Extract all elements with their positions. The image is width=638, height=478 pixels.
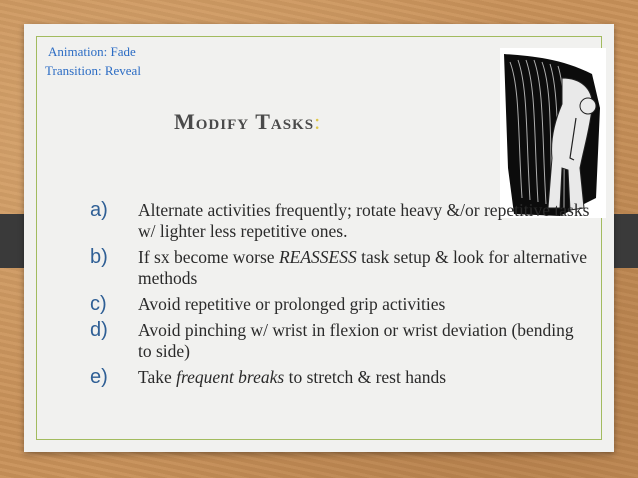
list-item <box>90 367 590 388</box>
list-item-text: If sx become worse REASSESS task setup & look for alternative methods <box>138 247 588 288</box>
list-marker: e) <box>90 366 108 388</box>
list-marker: a) <box>90 199 108 221</box>
bending-person-illustration <box>500 48 606 218</box>
list-marker: c) <box>90 293 107 315</box>
list-item <box>90 247 590 289</box>
list-item <box>90 200 590 242</box>
task-list <box>90 200 590 393</box>
list-item <box>90 294 590 315</box>
slide-title-text: Modify Tasks <box>174 109 315 134</box>
slide-title-colon: : <box>314 109 322 134</box>
transition-note: Transition: Reveal <box>45 63 141 78</box>
right-slide-tab <box>610 214 638 268</box>
list-item-text: Avoid pinching w/ wrist in flexion or wrist deviation (bending to side) <box>138 320 574 361</box>
list-item-text: Take frequent breaks to stretch & rest hands <box>138 367 447 387</box>
slide <box>24 24 614 452</box>
slide-title <box>174 109 321 135</box>
animation-note: Animation: Fade <box>48 44 136 59</box>
animation-notes <box>45 42 141 80</box>
list-marker: b) <box>90 246 108 268</box>
list-item-text: Avoid repetitive or prolonged grip activities <box>138 294 446 314</box>
emphasis-text: REASSESS <box>278 247 357 267</box>
list-item-text: Alternate activities frequently; rotate heavy &/or repetitive tasks w/ lighter less repetitive ones. <box>138 200 590 241</box>
list-item <box>90 320 590 362</box>
list-marker: d) <box>90 319 108 341</box>
emphasis-text: frequent breaks <box>176 367 285 387</box>
